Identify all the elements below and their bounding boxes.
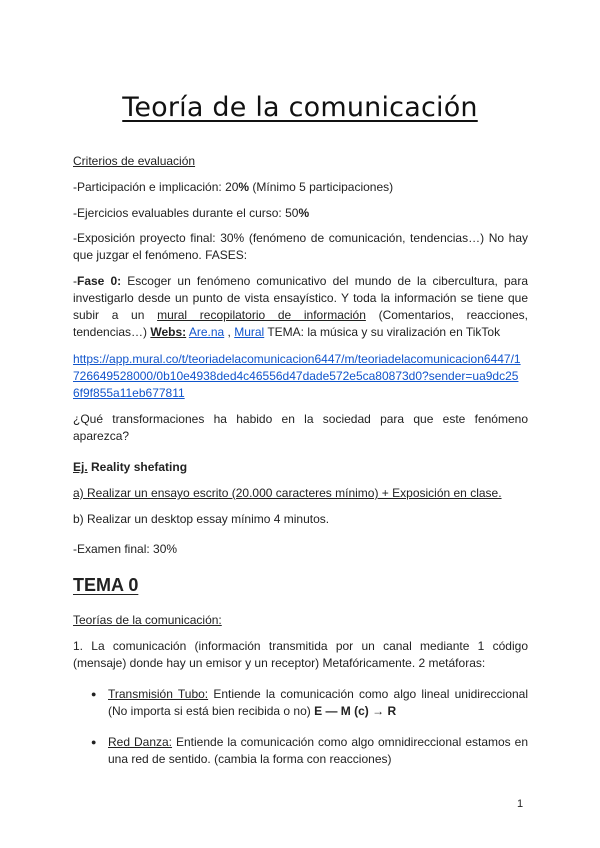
bullet-transmision-line-2: (No importa si está bien recibida o no) E — M (c) → R (108, 704, 397, 718)
task-a-line: a) Realizar un ensayo escrito (20.000 caracteres mínimo) + Exposición en clase. (73, 486, 502, 500)
final-exam-line: -Examen final: 30% (73, 542, 178, 556)
bullet-dot-icon: ● (91, 737, 97, 747)
page-number: 1 (517, 798, 524, 810)
bullet-dot-icon: ● (91, 689, 97, 699)
task-b-line: b) Realizar un desktop essay mínimo 4 minutos. (73, 512, 330, 526)
example-line: Ej. Reality shefating (73, 460, 188, 474)
webs-label: Webs: (150, 325, 187, 339)
project-line-1: -Exposición proyecto final: 30% (fenómeno de comunicación, tendencias…) No hay (73, 231, 528, 245)
arena-link[interactable]: Are.na (188, 325, 225, 339)
phase-line-1: -Fase 0: Escoger un fenómeno comunicativo del mundo de la cibercultura, para (73, 274, 528, 288)
mural-link-text[interactable]: mural recopilatorio de información (157, 308, 366, 322)
bullet-red-danza-line-1: Red Danza: Entiende la comunicación como algo omnidireccional estamos en (108, 735, 528, 749)
tema-subheading: Teorías de la comunicación: (73, 613, 222, 627)
bullet-transmision-line-1: Transmisión Tubo: Entiende la comunicación como algo lineal unidireccional (108, 687, 528, 701)
point1-line-2: (mensaje) donde hay un emisor y un receptor) Metafóricamente. 2 metáforas: (73, 656, 486, 670)
formula: E — M (c) → R (314, 704, 397, 718)
question-line-2: aparezca? (73, 429, 130, 443)
participation-line: -Participación e implicación: 20% (Mínimo 5 participaciones) (73, 180, 394, 194)
bullet-red-danza-line-2: una red de sentido. (cambia la forma con reacciones) (108, 752, 392, 766)
mural-url-line-1[interactable]: https://app.mural.co/t/teoriadelacomunicacion6447/m/teoriadelacomunicacion6447/1 (73, 352, 521, 366)
tema-heading: TEMA 0 (73, 575, 139, 595)
point1-line-1: 1. La comunicación (información transmitida por un canal mediante 1 código (73, 639, 528, 653)
mural-link[interactable]: Mural (234, 325, 265, 339)
phase-line-3: subir a un mural recopilatorio de información (Comentarios, reacciones, (73, 308, 528, 322)
criteria-heading: Criterios de evaluación (73, 154, 196, 168)
page-title: Teoría de la comunicación (122, 92, 478, 123)
project-line-2: que juzgar el fenómeno. FASES: (73, 248, 248, 262)
mural-url-line-2[interactable]: 726649528000/0b10e4938ded4c46556d47dade572e5ca80873d0?sender=ua9dc25 (73, 369, 519, 383)
exercises-line: -Ejercicios evaluables durante el curso: 50% (73, 206, 310, 220)
mural-url-line-3[interactable]: 6f9f855a11eb677811 (73, 386, 185, 400)
phase-line-4: tendencias…) Webs: Are.na , Mural TEMA: la música y su viralización en TikTok (73, 325, 501, 339)
phase-line-2: investigarlo desde un punto de vista ensayístico. Y toda la información se tiene que (73, 291, 528, 305)
question-line-1: ¿Qué transformaciones ha habido en la sociedad para que este fenómeno (73, 412, 528, 426)
